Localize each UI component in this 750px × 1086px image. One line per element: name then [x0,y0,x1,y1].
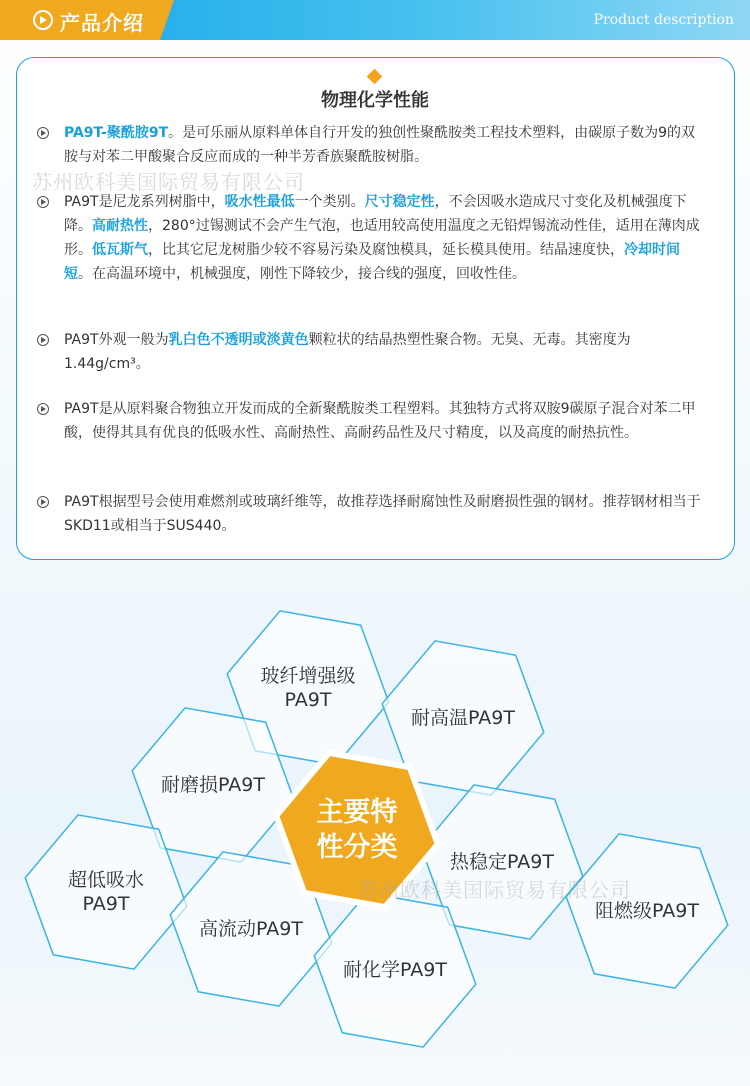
bullet-icon [37,403,49,415]
watermark: 苏州欧科美国际贸易有限公司 [358,880,631,902]
arrow-circle-icon [33,10,53,30]
header-tab [0,0,160,40]
paragraph [64,190,704,286]
hexagon-label: 热稳定PA9T [450,851,554,873]
paragraph [64,328,704,376]
body-text: PA9T根据型号会使用难燃剂或玻璃纤维等，故推荐选择耐腐蚀性及耐磨损性强的钢材。推荐钢材相当于SKD11或相当于SUS440。 [64,494,701,534]
hexagon-label: 阻燃级PA9T [595,900,699,922]
feature-hexagons [0,590,750,1086]
highlight-text: 冷却时间短 [64,242,680,282]
body-text: PA9T是尼龙系列树脂中， [64,194,225,210]
center-hexagon-label: 主要特 性分类 [316,797,398,863]
highlight-text: 吸水性最低 [224,194,295,210]
section-subtitle: Product description [593,12,734,28]
hexagon-label: 玻纤增强级 PA9T [260,665,356,711]
body-text: PA9T是从原料聚合物独立开发而成的全新聚酰胺类工程塑料。其独特方式将双胺9碳原子混合对苯二甲酸，使得其具有优良的低吸水性、高耐热性、高耐药品性及尺寸精度，以及高度的耐热抗性。 [64,401,696,441]
body-text: ，280°过锡测试不会产生气泡，也适用较高使用温度之无铅焊锡流动性佳，适用在薄肉成形。 [64,218,700,258]
hexagon-label: 耐高温PA9T [411,707,515,729]
bullet-icon [37,196,49,208]
highlight-text: 乳白色不透明或淡黄色 [168,332,309,348]
body-text: ，比其它尼龙树脂少较不容易污染及腐蚀模具，延长模具使用。结晶速度快， [148,242,624,258]
highlight-text: PA9T-聚酰胺9T [64,125,169,141]
paragraph [64,490,704,538]
bullet-icon [37,127,49,139]
hexagon-label: 高流动PA9T [199,918,303,940]
card-title: 物理化学性能 [321,90,429,111]
body-text: 。是可乐丽从原料单体自行开发的独创性聚酰胺类工程技术塑料，由碳原子数为9的双胺与对苯二甲酸聚合反应而成的一种半芳香族聚酰胺树脂。 [64,125,696,165]
body-text: 一个类别。 [294,194,365,210]
body-text: 颗粒状的结晶热塑性聚合物。无臭、无毒。其密度为1.44g/cm³。 [64,332,631,372]
body-text: ，不会因吸水造成尺寸变化及机械强度下降。 [64,194,687,234]
bullet-icon [37,496,49,508]
hexagon-label: 耐化学PA9T [343,959,447,981]
highlight-text: 低瓦斯气 [92,242,148,258]
body-text: PA9T外观一般为 [64,332,169,348]
hexagon-label: 超低吸水 PA9T [67,869,145,915]
highlight-text: 尺寸稳定性 [364,194,435,210]
hexagon-label: 耐磨损PA9T [161,774,265,796]
paragraph [64,121,704,169]
highlight-text: 高耐热性 [92,218,148,234]
watermark: 苏州欧科美国际贸易有限公司 [32,172,305,194]
bullet-icon [37,334,49,346]
section-header [0,0,750,40]
body-text: 。在高温环境中，机械强度，刚性下降较少，接合线的强度，回收性佳。 [78,266,526,282]
section-title: 产品介绍 [60,11,144,35]
paragraph [64,397,704,445]
